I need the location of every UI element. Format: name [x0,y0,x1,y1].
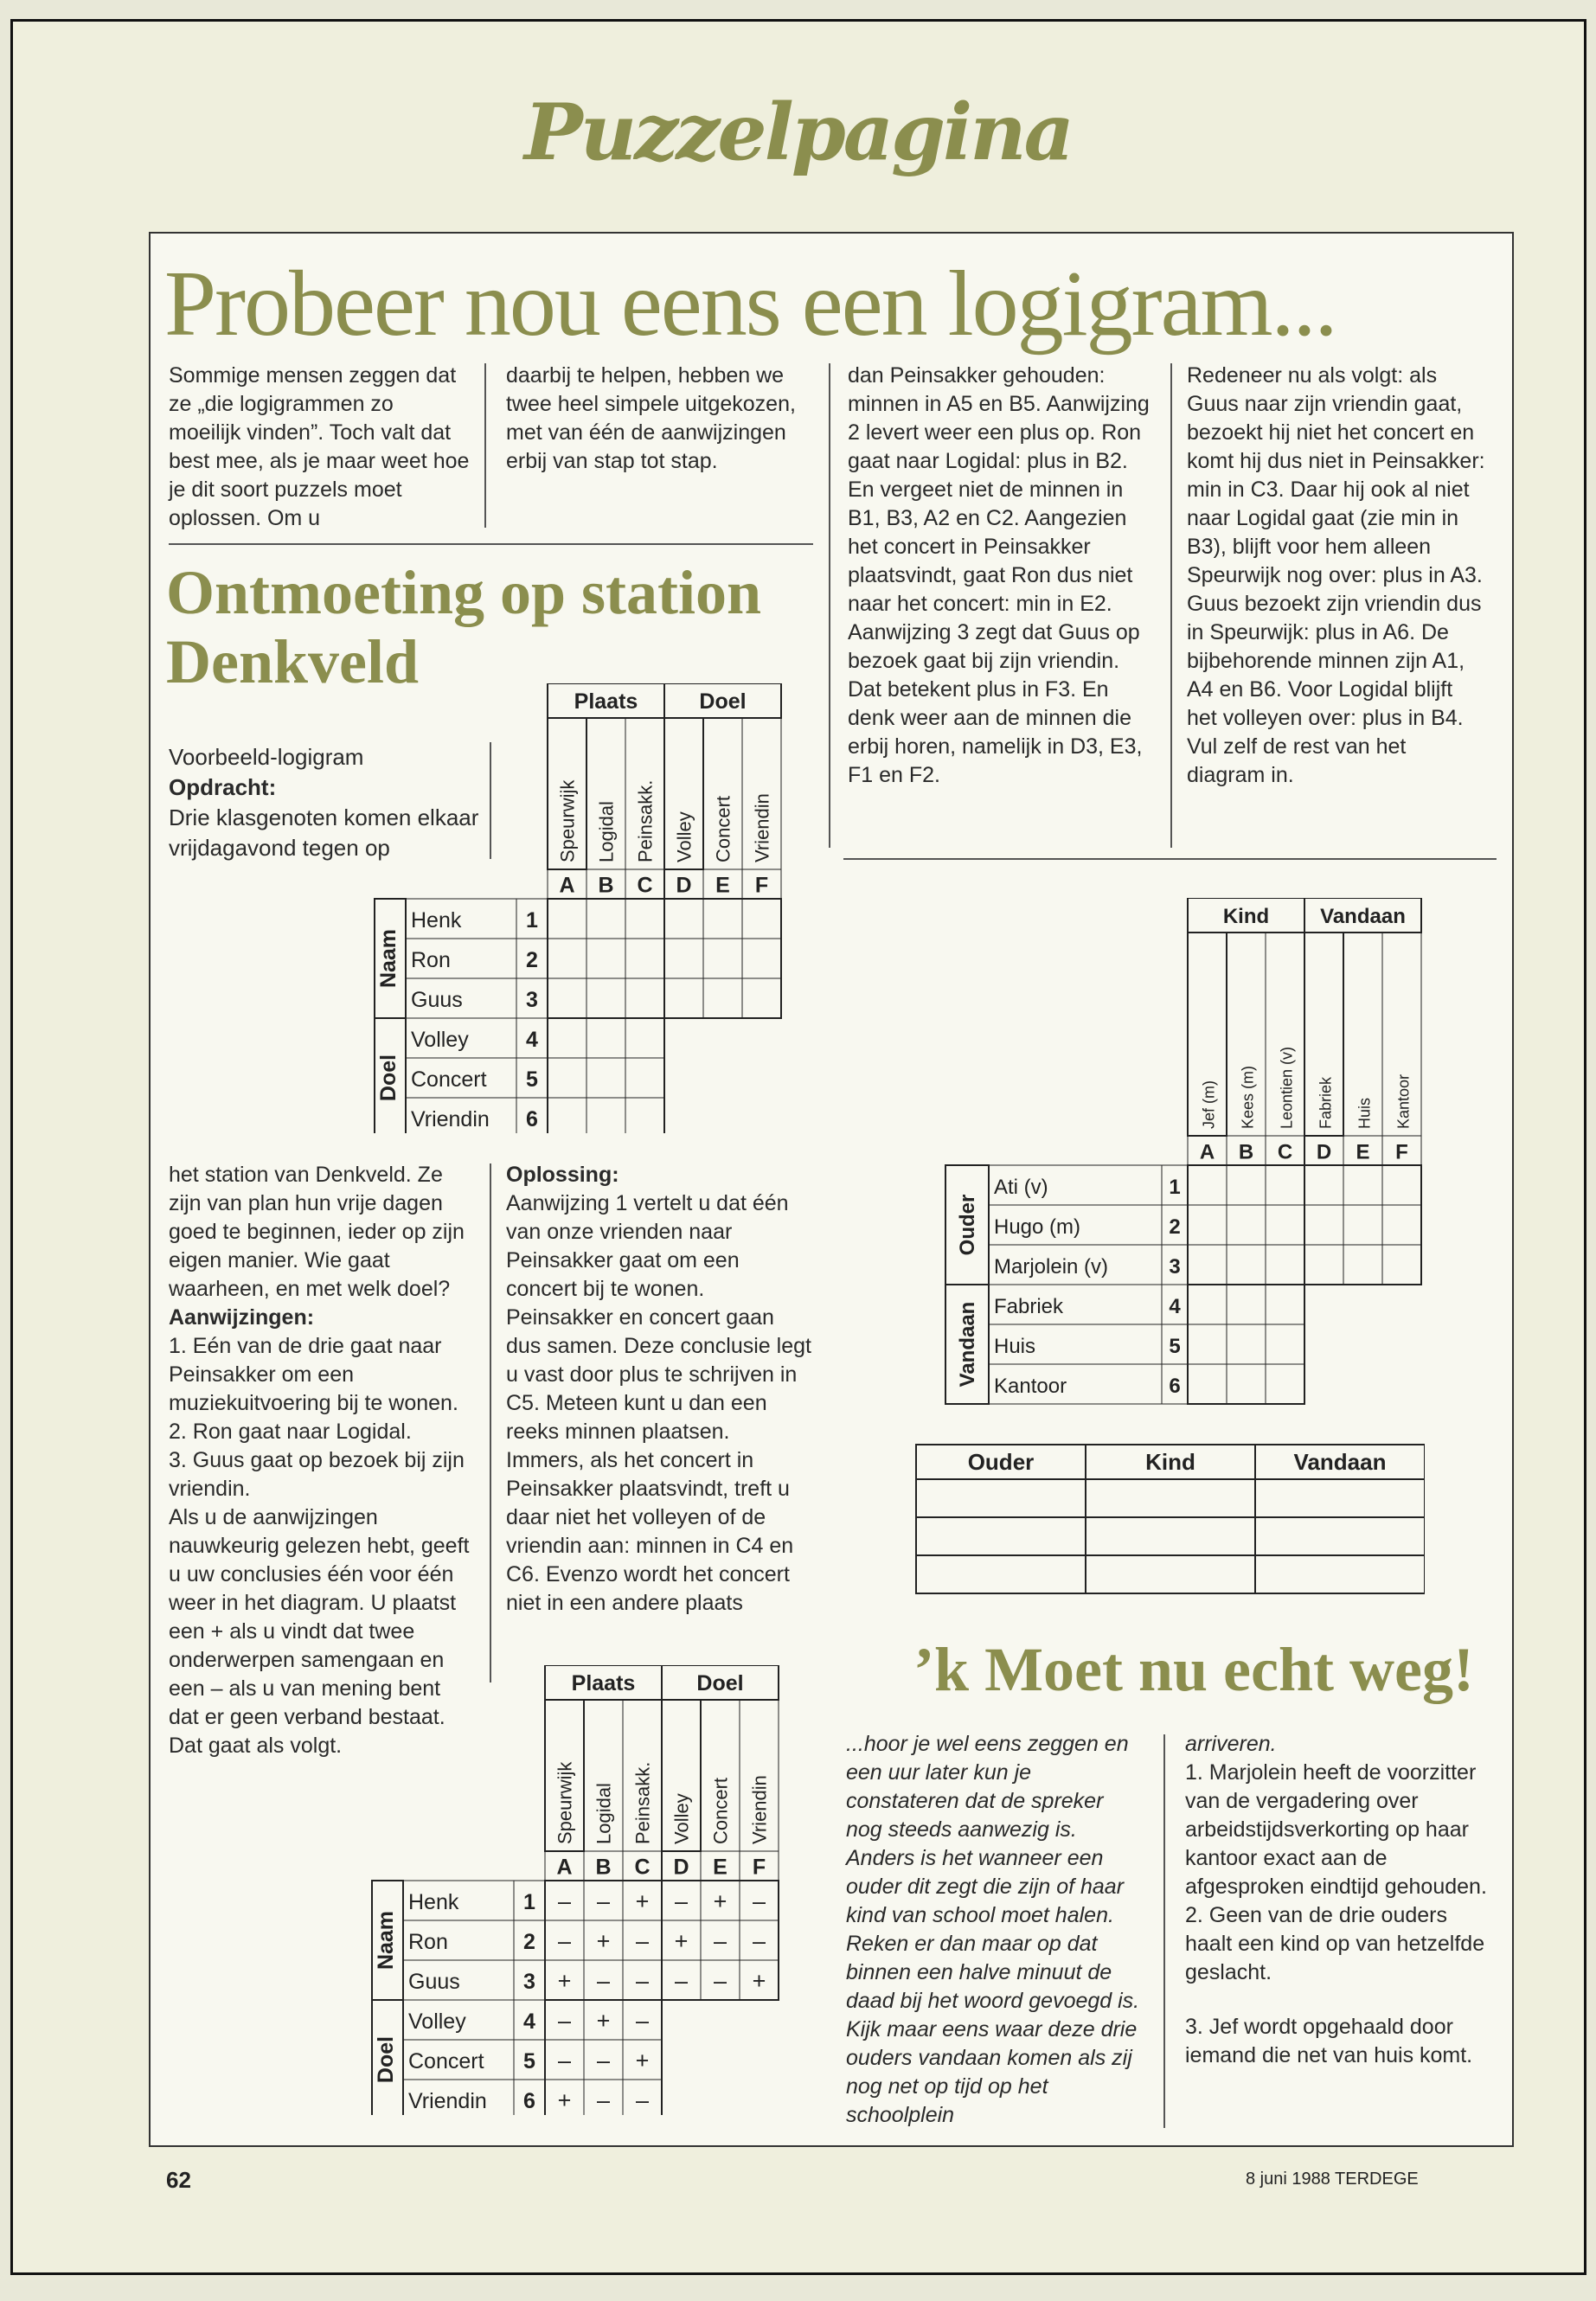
grid-row-number: 2 [523,1930,535,1955]
grid-cell [625,1058,664,1098]
grid-cell [1343,1205,1382,1245]
grid-cell [1227,1324,1266,1364]
answer-cell [1086,1555,1255,1593]
grid-row-number: 3 [523,1970,535,1995]
grid-row-label: Concert [408,2049,484,2074]
grid-mark: – [674,1968,689,1995]
answer-cell [1255,1555,1425,1593]
grid-col-label: Huis [1356,1097,1374,1129]
grid-col-letter: D [673,1855,689,1880]
grid-cell [664,978,703,1018]
grid-mark: – [635,2008,650,2035]
grid-cell [548,978,586,1018]
divider [829,363,830,848]
grid-col-label: Vriendin [751,793,773,862]
grid-cell [1343,1165,1382,1205]
grid-cell [625,899,664,939]
logigram-grid-2 [337,1665,787,2115]
grid-row-label: Huis [994,1335,1036,1359]
grid-cell [625,1018,664,1058]
grid-cell [1227,1205,1266,1245]
grid-row-number: 6 [1169,1375,1181,1399]
grid-col-letter: B [598,873,614,898]
puzzle1-hint: 2. Ron gaat naar Logidal. [169,1420,412,1444]
grid-col-label: Kantoor [1394,1074,1413,1129]
grid-cell [1382,1205,1421,1245]
logigram-grid-1 [340,683,790,1133]
grid-group-label: Kind [1222,904,1270,928]
grid-cell [1227,1364,1266,1404]
grid-col-label: Peinsakk. [631,1761,654,1844]
grid-mark: – [557,2008,572,2035]
grid-cell [586,899,625,939]
answer-cell [1255,1517,1425,1555]
grid-mark: – [713,1928,727,1955]
grid-row-label: Hugo (m) [994,1215,1081,1240]
grid-col-label: Concert [709,1777,732,1844]
puzzle1-solution: Oplossing: Aanwijzing 1 vertelt u dat één van onze vrienden naar Peinsakker gaat om een concert bij te wonen. Peinsakker en concert gaan dus samen. Deze conclusie legt u vast door plus te schrijven in C5. Meteen kunt u dan een reeks minnen plaatsen. Immers, als het concert in Peinsakker plaatsvindt, treft u daar niet het volleyen of de vriendin aan: minnen in C4 en C6. Evenzo wordt het concert niet in een andere plaats [506,1163,811,1615]
intro-col-2: daarbij te helpen, hebben we twee heel simpele uitgekozen, met van één de aanwijzingen erbij van stap tot stap. [506,363,796,473]
puzzle2-hint: 3. Jef wordt opgehaald door iemand die net van huis komt. [1185,2015,1473,2067]
grid-col-label: Concert [712,795,734,862]
grid-row-label: Guus [408,1970,460,1995]
grid-group-label: Plaats [571,1670,636,1695]
grid-mark: – [674,1888,689,1915]
grid-cell [742,939,781,978]
answer-header: Kind [1145,1448,1195,1475]
grid-cell [1188,1165,1227,1205]
grid-row-number: 5 [1169,1335,1181,1359]
grid-row-label: Concert [411,1067,487,1093]
intro-col-4: Redeneer nu als volgt: als Guus naar zijn vriendin gaat, bezoekt hij niet het concert en komt hij dus niet in Peinsakker: min in C3. Daar hij ook al niet naar Logidal gaat (zie min in B3), blijft voor hem alleen Speurwijk nog over: plus in A3. Guus bezoekt zijn vriendin dus in Speurwijk: plus in A6. De bijbehorende minnen zijn A1, A4 en B6. Voor Logidal blijft het volleyen over: plus in B4. Vul zelf de rest van het diagram in. [1187,363,1485,787]
grid-row-label: Volley [408,2009,466,2035]
grid-col-letter: E [1356,1140,1370,1164]
grid-cell [586,1018,625,1058]
grid-row-number: 4 [1169,1295,1181,1319]
answer-cell [916,1555,1086,1593]
grid-col-label: Jef (m) [1200,1080,1218,1129]
grid-cell [742,978,781,1018]
grid-cell [625,939,664,978]
grid-cell [1266,1285,1304,1324]
grid-cell [1266,1205,1304,1245]
grid-cell [1304,1245,1343,1285]
grid-cell [703,939,742,978]
page-number: 62 [166,2167,191,2193]
grid-row-label: Vriendin [411,1107,490,1132]
grid-mark: + [635,2048,650,2074]
grid-row-number: 2 [526,948,538,973]
grid-row-group-label: Doel [375,1054,401,1102]
grid-row-number: 3 [1169,1255,1181,1279]
grid-row-label: Ron [408,1930,448,1955]
grid-row-label: Henk [411,908,462,933]
grid-row-group-label: Naam [375,928,401,989]
grid-group-label: Vandaan [1320,904,1406,928]
grid-col-letter: F [752,1855,766,1880]
grid-cell [1304,1165,1343,1205]
grid-mark: + [557,1968,572,1995]
puzzle1-hint: 1. Eén van de drie gaat naar Peinsakker om een muziekuitvoering bij te wonen. [169,1334,458,1415]
puzzle1-hint: 3. Guus gaat op bezoek bij zijn vriendin. [169,1448,465,1501]
grid-col-letter: D [676,873,692,898]
grid-mark: – [596,1968,611,1995]
grid-cell [1227,1165,1266,1205]
grid-mark: – [596,1888,611,1915]
grid-cell [664,899,703,939]
grid-col-letter: F [1395,1140,1408,1164]
grid-mark: + [674,1928,689,1955]
puzzle1-intro: Voorbeeld-logigram Opdracht: Drie klasgenoten komen elkaar vrijdagavond tegen op [169,744,479,861]
grid-group-label: Plaats [574,689,638,714]
divider [1163,1734,1165,2128]
grid-col-letter: A [1199,1140,1215,1164]
grid-mark: + [596,2008,611,2035]
logigram-grid-3 [913,898,1432,1417]
grid-cell [1343,1245,1382,1285]
grid-cell [664,939,703,978]
answer-header: Ouder [967,1448,1035,1475]
grid-cell [703,978,742,1018]
grid-row-number: 1 [526,908,538,933]
grid-group-label: Doel [696,1670,744,1695]
grid-mark: – [635,2087,650,2114]
grid-row-number: 1 [1169,1176,1181,1200]
answer-table [914,1443,1425,1607]
grid-col-label: Speurwijk [556,779,579,862]
grid-col-letter: A [556,1855,573,1880]
grid-cell [625,1098,664,1133]
grid-row-label: Vriendin [408,2089,487,2114]
intro-col-1: Sommige mensen zeggen dat ze „die logigrammen zo moeilijk vinden”. Toch valt dat best mee, als je maar weet hoe je dit soort puzzels moet oplossen. Om u [169,363,470,530]
grid-row-label: Henk [408,1890,459,1915]
grid-cell [703,899,742,939]
grid-row-number: 4 [526,1028,538,1053]
grid-cell [1382,1245,1421,1285]
grid-cell [1188,1285,1227,1324]
answer-cell [1086,1517,1255,1555]
page-title: Probeer nou eens een logigram... [164,253,1336,356]
grid-cell [586,1058,625,1098]
answer-cell [1086,1479,1255,1517]
puzzle2-intro: ...hoor je wel eens zeggen en een uur later kun je constateren dat de spreker nog steeds aanwezig is. Anders is het wanneer een ouder dit zegt die zijn of haar kind van school moet halen. Reken er dan maar op dat binnen een halve minuut de daad bij het woord gevoegd is. Kijk maar eens waar deze drie ouders vandaan komen als zij nog net op tijd op het schoolplein [846,1732,1140,2127]
grid-col-letter: C [637,873,653,898]
answer-cell [1255,1479,1425,1517]
grid-row-group-label: Ouder [956,1194,979,1256]
grid-mark: – [635,1928,650,1955]
grid-col-letter: B [595,1855,612,1880]
grid-cell [548,1098,586,1133]
grid-col-label: Kees (m) [1239,1065,1257,1129]
grid-mark: – [635,1968,650,1995]
answer-cell [916,1479,1086,1517]
grid-col-label: Volley [673,811,695,862]
grid-mark: + [713,1888,727,1915]
answer-header: Vandaan [1293,1448,1387,1475]
grid-cell [586,1098,625,1133]
grid-mark: + [752,1968,766,1995]
grid-cell [742,899,781,939]
puzzle2-hint: 2. Geen van de drie ouders haalt een kind op van hetzelfde geslacht. [1185,1903,1485,1984]
puzzle2-hint: 1. Marjolein heeft de voorzitter van de vergadering over arbeidstijdsverkorting op haar kantoor exact aan de afgesproken eindtijd gehouden. [1185,1760,1487,1899]
grid-col-letter: E [715,873,730,898]
puzzle1-heading: Ontmoeting op station Denkveld [166,558,762,696]
grid-row-label: Kantoor [994,1375,1067,1399]
grid-row-label: Ron [411,948,451,973]
divider [843,858,1497,860]
grid-mark: + [596,1928,611,1955]
grid-mark: – [557,2048,572,2074]
grid-cell [1266,1364,1304,1404]
grid-row-number: 4 [523,2009,535,2035]
divider [1170,363,1172,848]
grid-row-group-label: Naam [373,1910,398,1971]
grid-block-outline [548,1018,664,1133]
grid-row-number: 5 [523,2049,535,2074]
puzzle2-hints: arriveren. 1. Marjolein heeft de voorzitter van de vergadering over arbeidstijdsverkorting op haar kantoor exact aan de afgesproken eindtijd gehouden. 2. Geen van de drie ouders haalt een kind op van hetzelfde geslacht. 3. Jef wordt opgehaald door iemand die net van huis komt. [1185,1730,1488,2070]
grid-cell [625,978,664,1018]
grid-col-letter: C [634,1855,651,1880]
grid-col-label: Vriendin [748,1775,771,1844]
grid-col-label: Volley [670,1793,693,1844]
grid-row-label: Ati (v) [994,1176,1048,1200]
grid-col-letter: C [1277,1140,1293,1164]
grid-mark: – [557,1928,572,1955]
grid-cell [1188,1205,1227,1245]
grid-block-outline [1188,1285,1304,1404]
grid-cell [1266,1324,1304,1364]
grid-cell [1304,1205,1343,1245]
grid-row-number: 3 [526,988,538,1013]
issue-date: 8 juni 1988 TERDEGE [1246,2170,1419,2189]
grid-row-number: 6 [523,2089,535,2114]
grid-cell [548,1018,586,1058]
grid-col-letter: D [1316,1140,1332,1164]
grid-cell [548,899,586,939]
grid-mark: – [557,1888,572,1915]
grid-mark: + [635,1888,650,1915]
grid-cell [586,939,625,978]
grid-col-letter: A [559,873,575,898]
grid-mark: – [713,1968,727,1995]
grid-cell [1188,1245,1227,1285]
divider [484,363,486,528]
grid-row-number: 5 [526,1067,538,1093]
grid-row-number: 6 [526,1107,538,1132]
grid-mark: – [596,2048,611,2074]
grid-row-group-label: Doel [373,2035,398,2084]
grid-mark: – [752,1928,766,1955]
grid-col-letter: B [1238,1140,1254,1164]
grid-row-label: Marjolein (v) [994,1255,1109,1279]
grid-cell [1227,1285,1266,1324]
grid-col-label: Logidal [593,1783,615,1844]
grid-col-letter: E [713,1855,727,1880]
grid-cell [1266,1245,1304,1285]
grid-cell [548,939,586,978]
grid-cell [1382,1165,1421,1205]
grid-row-group-label: Vandaan [956,1301,979,1388]
grid-col-letter: F [754,873,769,898]
grid-mark: – [752,1888,766,1915]
intro-col-3: dan Peinsakker gehouden: minnen in A5 en B5. Aanwijzing 2 levert weer een plus op. Ron gaat naar Logidal: plus in B2. En vergeet niet de minnen in B1, B3, A2 en C2. Aangezien het concert in Peinsakker plaatsvindt, gaat Ron dus niet naar het concert: min in E2. Aanwijzing 3 zegt dat Guus op bezoek gaat bij zijn vriendin. Dat betekent plus in F3. En denk weer aan de minnen die erbij horen, namelijk in D3, E3, F1 en F2. [848,363,1150,787]
grid-row-number: 1 [523,1890,535,1915]
puzzle1-text: het station van Denkveld. Ze zijn van plan hun vrije dagen goed te beginnen, ieder op zijn eigen manier. Wie gaat waarheen, en met welk doel? Aanwijzingen: 1. Eén van de drie gaat naar Peinsakker om een muziekuitvoering bij te wonen. 2. Ron gaat naar Logidal. 3. Guus gaat op bezoek bij zijn vriendin. Als u de aanwijzingen nauwkeurig gelezen hebt, geeft u uw conclusies één voor één weer in het diagram. U plaatst een + als u vindt dat twee onderwerpen samengaan en een – als u van mening bent dat er geen verband bestaat. Dat gaat als volgt. [169,1161,476,1760]
grid-cell [1266,1165,1304,1205]
grid-row-label: Fabriek [994,1295,1064,1319]
grid-cell [1227,1245,1266,1285]
answer-cell [916,1517,1086,1555]
divider [169,543,813,545]
grid-col-label: Speurwijk [554,1761,576,1844]
grid-cell [1188,1324,1227,1364]
grid-row-number: 2 [1169,1215,1181,1240]
grid-row-label: Guus [411,988,463,1013]
page-logo: Puzzelpagina [524,87,1072,178]
grid-col-label: Logidal [595,801,618,862]
grid-col-label: Peinsakk. [634,779,657,862]
divider [490,1163,491,1682]
grid-cell [548,1058,586,1098]
grid-col-label: Fabriek [1317,1076,1335,1129]
grid-group-label: Doel [699,689,747,714]
grid-mark: – [596,2087,611,2114]
puzzle2-heading: ’k Moet nu echt weg! [913,1635,1474,1704]
grid-col-label: Leontien (v) [1278,1046,1296,1129]
grid-cell [586,978,625,1018]
grid-cell [1188,1364,1227,1404]
grid-mark: + [557,2087,572,2114]
grid-row-label: Volley [411,1028,469,1053]
